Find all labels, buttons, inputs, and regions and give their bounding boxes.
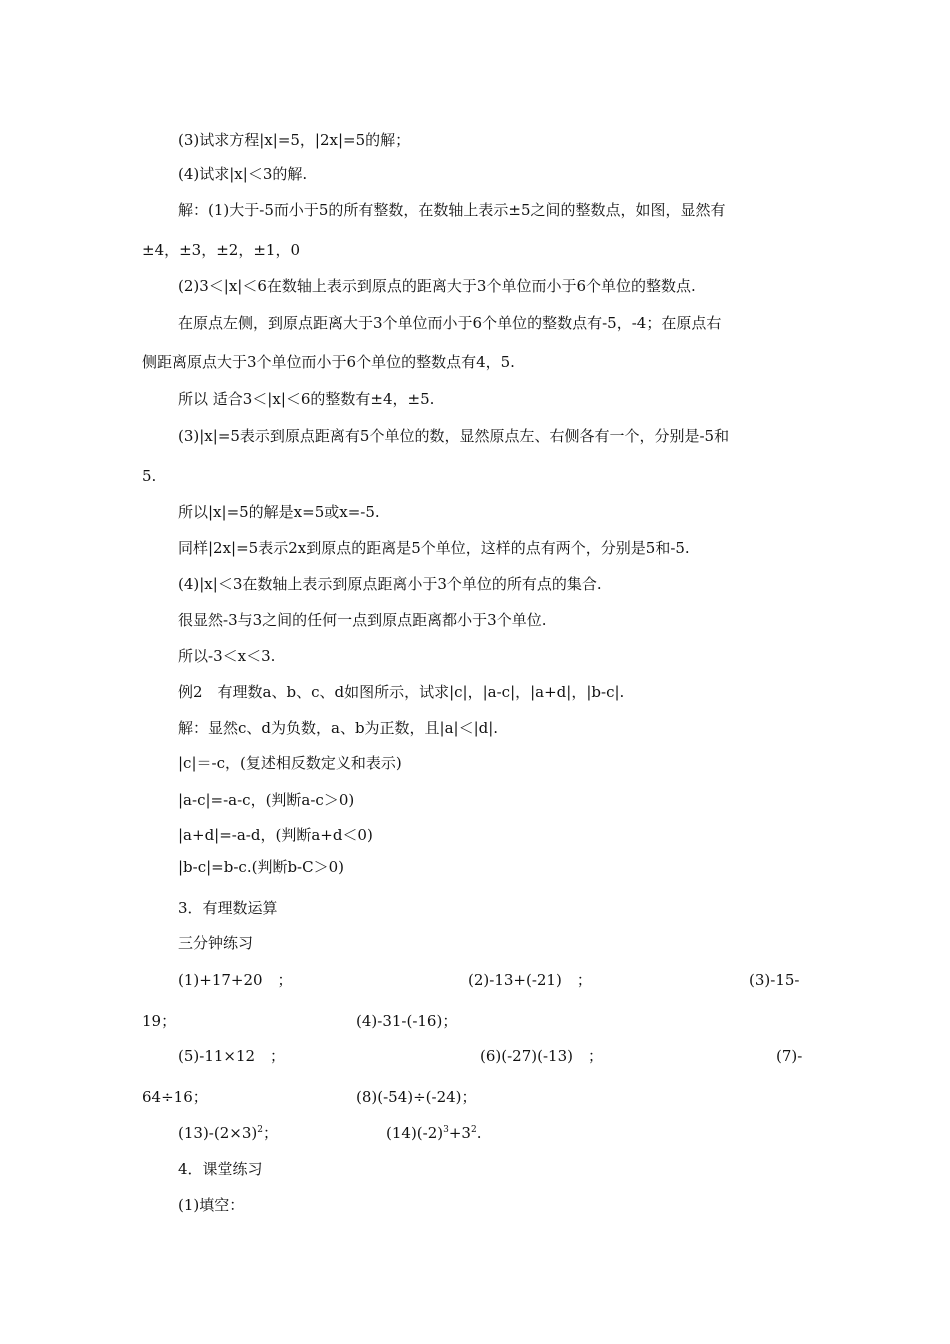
exercise-item: $(14)(-2)^3+3^2$.	[386, 1124, 482, 1142]
text-line: |c|＝-c，(复述相反数定义和表示)	[178, 754, 402, 772]
exercise-item: (3)-15-	[749, 971, 800, 989]
text-line: (4)试求|x|＜3的解.	[178, 165, 308, 183]
text-line: 所以|x|=5的解是x=5或x=-5.	[178, 503, 380, 521]
text-line: ±4，±3，±2，±1，0	[142, 241, 300, 259]
text-line: |b-c|=b-c.(判断b-C＞0)	[178, 858, 344, 876]
subsection-heading: (1)填空：	[178, 1196, 245, 1214]
text-line: 解：显然c、d为负数，a、b为正数，且|a|＜|d|.	[178, 719, 499, 737]
exercise-item: (4)-31-(-16)；	[356, 1012, 458, 1030]
exercise-item: (8)(-54)÷(-24)；	[356, 1088, 477, 1106]
text-line: (4)|x|＜3在数轴上表示到原点距离小于3个单位的所有点的集合.	[178, 575, 602, 593]
text-line: (3)|x|=5表示到原点距离有5个单位的数，显然原点左、右侧各有一个，分别是-5和	[178, 427, 730, 445]
exercise-item: (2)-13+(-21) ；	[468, 971, 592, 989]
text-line: 所以 适合3＜|x|＜6的整数有±4，±5.	[178, 390, 435, 408]
subsection-heading: 三分钟练习	[178, 934, 254, 952]
text-line: 很显然-3与3之间的任何一点到原点距离都小于3个单位.	[178, 611, 547, 629]
text-line: 侧距离原点大于3个单位而小于6个单位的整数点有4，5.	[142, 353, 515, 371]
section-heading: 3．有理数运算	[178, 899, 278, 917]
exercise-item: $(13)-(2\times 3)^2$；	[178, 1124, 278, 1142]
text-line: (2)3＜|x|＜6在数轴上表示到原点的距离大于3个单位而小于6个单位的整数点.	[178, 277, 696, 295]
text-line: 5.	[142, 467, 157, 485]
exercise-item: 64÷16；	[142, 1088, 208, 1106]
text-line: 例2 有理数a、b、c、d如图所示，试求|c|，|a-c|，|a+d|，|b-c|.	[178, 683, 625, 701]
text-line: 解：(1)大于-5而小于5的所有整数，在数轴上表示±5之间的整数点，如图，显然有	[178, 201, 726, 219]
text-line: 同样|2x|=5表示2x到原点的距离是5个单位，这样的点有两个，分别是5和-5.	[178, 539, 690, 557]
exercise-item: (1)+17+20 ；	[178, 971, 293, 989]
text-line: |a+d|=-a-d，(判断a+d＜0)	[178, 826, 373, 844]
text-line: (3)试求方程|x|=5，|2x|=5的解；	[178, 131, 411, 149]
exercise-item: (6)(-27)(-13) ；	[480, 1047, 603, 1065]
section-heading: 4．课堂练习	[178, 1160, 263, 1178]
text-line: 所以-3＜x＜3.	[178, 647, 276, 665]
exercise-item: (7)-	[776, 1047, 803, 1065]
exercise-item: 19；	[142, 1012, 177, 1030]
text-line: 在原点左侧，到原点距离大于3个单位而小于6个单位的整数点有-5，-4；在原点右	[178, 314, 722, 332]
text-line: |a-c|=-a-c，(判断a-c＞0)	[178, 791, 355, 809]
exercise-item: (5)-11×12 ；	[178, 1047, 286, 1065]
